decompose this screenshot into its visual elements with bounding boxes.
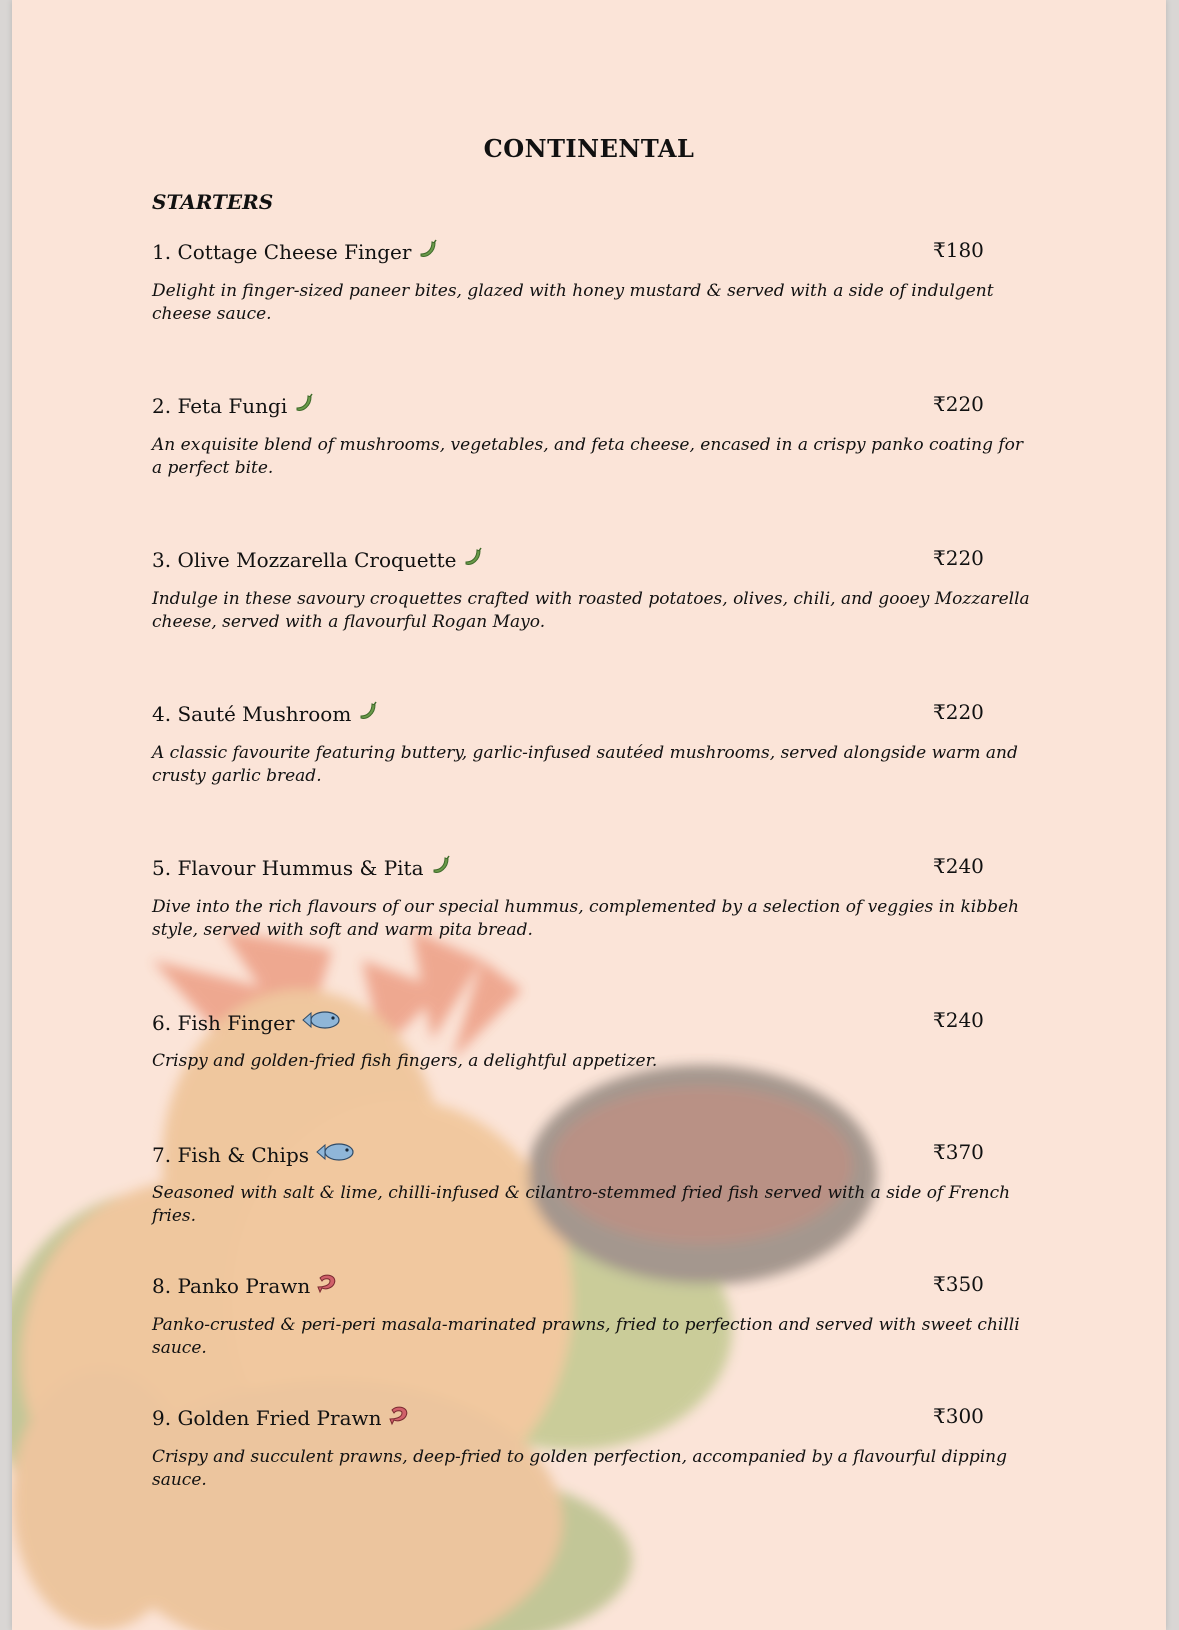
menu-item-name-row (152, 700, 379, 727)
menu-item-name: 2. Feta Fungi (152, 393, 288, 418)
menu-item-name-row (152, 392, 315, 419)
menu-item-name-row (152, 238, 439, 265)
menu-item-price: ₹180 (933, 238, 984, 262)
menu-item-name-row (152, 1140, 355, 1169)
menu-item-name: 9. Golden Fried Prawn (152, 1405, 382, 1430)
menu-item-name: 4. Sauté Mushroom (152, 701, 352, 726)
menu-item-name: 5. Flavour Hummus & Pita (152, 855, 424, 880)
menu-item-name-row (152, 854, 452, 881)
menu-item-price: ₹220 (933, 700, 984, 724)
menu-item-description: Indulge in these savoury croquettes crafted with roasted potatoes, olives, chili, and gooey Mozzarella cheese, served with a flavourful Rogan Mayo. (152, 589, 1030, 632)
menu-item-price: ₹300 (933, 1404, 984, 1428)
menu-item-price: ₹370 (933, 1140, 984, 1164)
menu-item-price: ₹240 (933, 854, 984, 878)
menu-item-name: 7. Fish & Chips (152, 1142, 310, 1167)
prawn-icon (316, 1272, 340, 1299)
fish-icon (301, 1008, 341, 1037)
menu-content (12, 0, 1166, 1630)
menu-item-price: ₹350 (933, 1272, 984, 1296)
section-heading: STARTERS (152, 190, 274, 214)
menu-item-name: 6. Fish Finger (152, 1010, 295, 1035)
veg-chili-icon (462, 546, 484, 573)
menu-item-name: 8. Panko Prawn (152, 1273, 311, 1298)
prawn-icon (388, 1404, 412, 1431)
veg-chili-icon (417, 238, 439, 265)
menu-item-name-row (152, 1272, 340, 1299)
menu-item-description: Panko-crusted & peri-peri masala-marinated prawns, fried to perfection and served with sweet chilli sauce. (152, 1315, 1020, 1358)
menu-item-description: Crispy and golden-fried fish fingers, a delightful appetizer. (152, 1051, 658, 1071)
menu-page (12, 0, 1166, 1630)
menu-item-name-row (152, 1008, 341, 1037)
menu-item-price: ₹240 (933, 1008, 984, 1032)
menu-item-price: ₹220 (933, 392, 984, 416)
menu-item-name-row (152, 546, 484, 573)
menu-item-description: Delight in finger-sized paneer bites, glazed with honey mustard & served with a side of indulgent cheese sauce. (152, 281, 994, 324)
veg-chili-icon (293, 392, 315, 419)
menu-item-description: A classic favourite featuring buttery, garlic-infused sautéed mushrooms, served alongside warm and crusty garlic bread. (152, 743, 1018, 786)
menu-item-description: Dive into the rich flavours of our special hummus, complemented by a selection of veggies in kibbeh style, served with soft and warm pita bread. (152, 897, 1019, 940)
veg-chili-icon (430, 854, 452, 881)
menu-item-description: An exquisite blend of mushrooms, vegetables, and feta cheese, encased in a crispy panko coating for a perfect bite. (152, 435, 1024, 478)
menu-item-name-row (152, 1404, 412, 1431)
fish-icon (315, 1140, 355, 1169)
veg-chili-icon (357, 700, 379, 727)
menu-item-description: Seasoned with salt & lime, chilli-infused & cilantro-stemmed fried fish served with a side of French fries. (152, 1183, 1011, 1226)
menu-title: CONTINENTAL (483, 134, 695, 163)
menu-item-name: 1. Cottage Cheese Finger (152, 239, 412, 264)
menu-item-price: ₹220 (933, 546, 984, 570)
menu-item-description: Crispy and succulent prawns, deep-fried to golden perfection, accompanied by a flavourful dipping sauce. (152, 1447, 1007, 1490)
menu-item-name: 3. Olive Mozzarella Croquette (152, 547, 457, 572)
